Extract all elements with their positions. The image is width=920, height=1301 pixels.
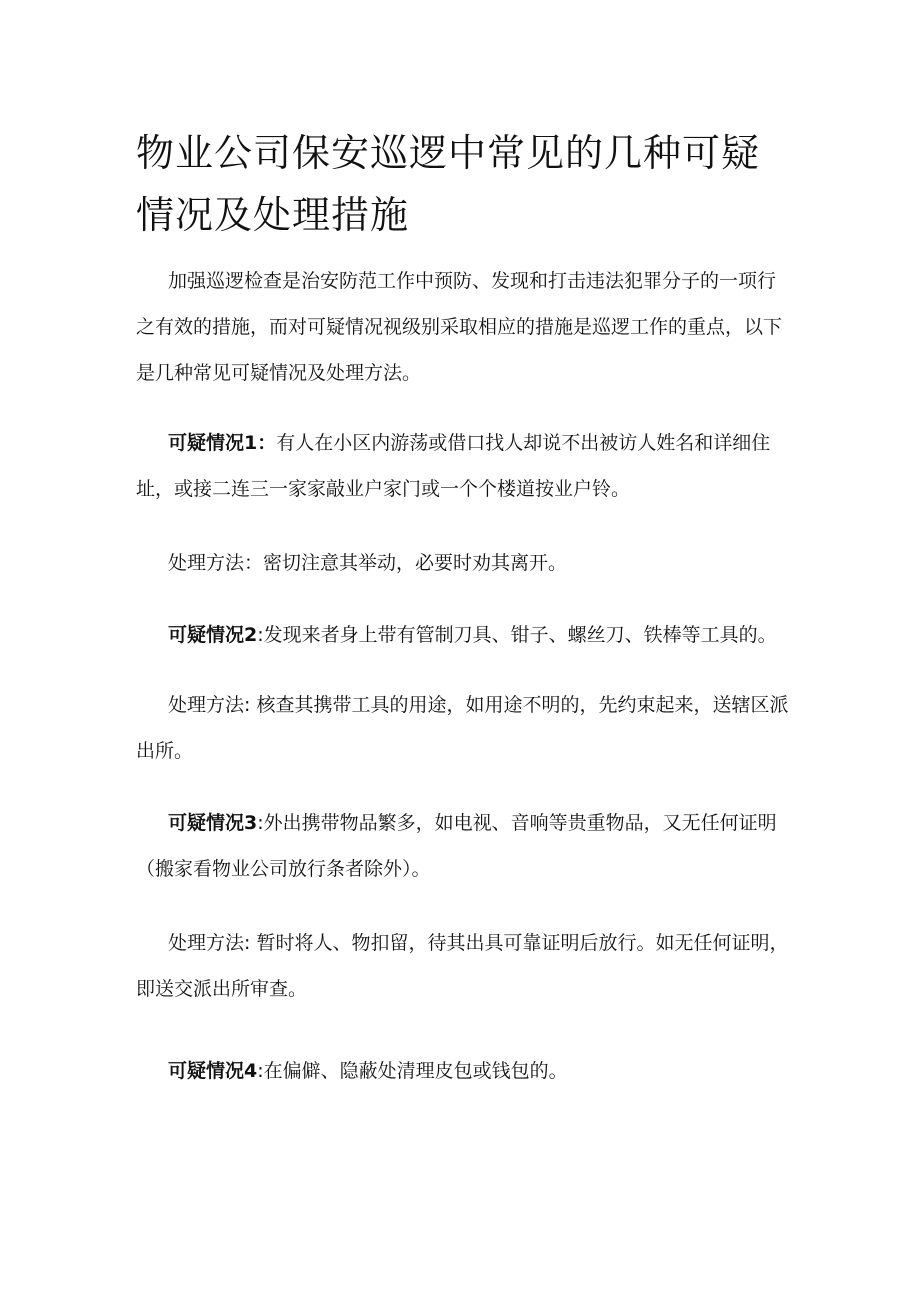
case-3-paragraph xyxy=(136,800,792,892)
case-2-label: 可疑情况2 xyxy=(168,624,258,646)
case-1-paragraph xyxy=(136,420,792,512)
method-2-label: 处理方法: xyxy=(168,694,251,716)
intro-paragraph: 加强巡逻检查是治安防范工作中预防、发现和打击违法犯罪分子的一项行之有效的措施，而对可疑情况视级别采取相应的措施是巡逻工作的重点，以下是几种常见可疑情况及处理方法。 xyxy=(136,270,783,384)
case-4-paragraph xyxy=(136,1048,792,1094)
case-3-label: 可疑情况3 xyxy=(168,812,258,834)
method-2-paragraph xyxy=(136,682,792,774)
case-4-text: :在偏僻、隐蔽处清理皮包或钱包的。 xyxy=(257,1060,568,1082)
method-3-paragraph xyxy=(136,920,792,1012)
method-1-label: 处理方法： xyxy=(168,552,264,574)
case-2-text: :发现来者身上带有管制刀具、钳子、螺丝刀、铁棒等工具的。 xyxy=(257,624,777,646)
method-2-text: 核查其携带工具的用途，如用途不明的，先约束起来，送辖区派出所。 xyxy=(136,694,789,762)
method-3-label: 处理方法: xyxy=(168,932,251,954)
case-1-label: 可疑情况1： xyxy=(168,432,277,454)
method-1-paragraph xyxy=(136,540,792,586)
case-3-text: :外出携带物品繁多，如电视、音响等贵重物品，又无任何证明（搬家看物业公司放行条者除外）。 xyxy=(136,812,777,880)
document-title: 物业公司保安巡逻中常见的几种可疑情况及处理措施 xyxy=(136,131,761,237)
method-1-text: 密切注意其举动，必要时劝其离开。 xyxy=(263,552,568,574)
case-1-text: 有人在小区内游荡或借口找人却说不出被访人姓名和详细住址，或接二连三一家家敲业户家门或一个个楼道按业户铃。 xyxy=(136,432,771,500)
case-4-label: 可疑情况4 xyxy=(168,1060,258,1082)
method-3-text: 暂时将人、物扣留，待其出具可靠证明后放行。如无任何证明，即送交派出所审查。 xyxy=(136,932,789,1000)
case-2-paragraph xyxy=(136,612,792,658)
